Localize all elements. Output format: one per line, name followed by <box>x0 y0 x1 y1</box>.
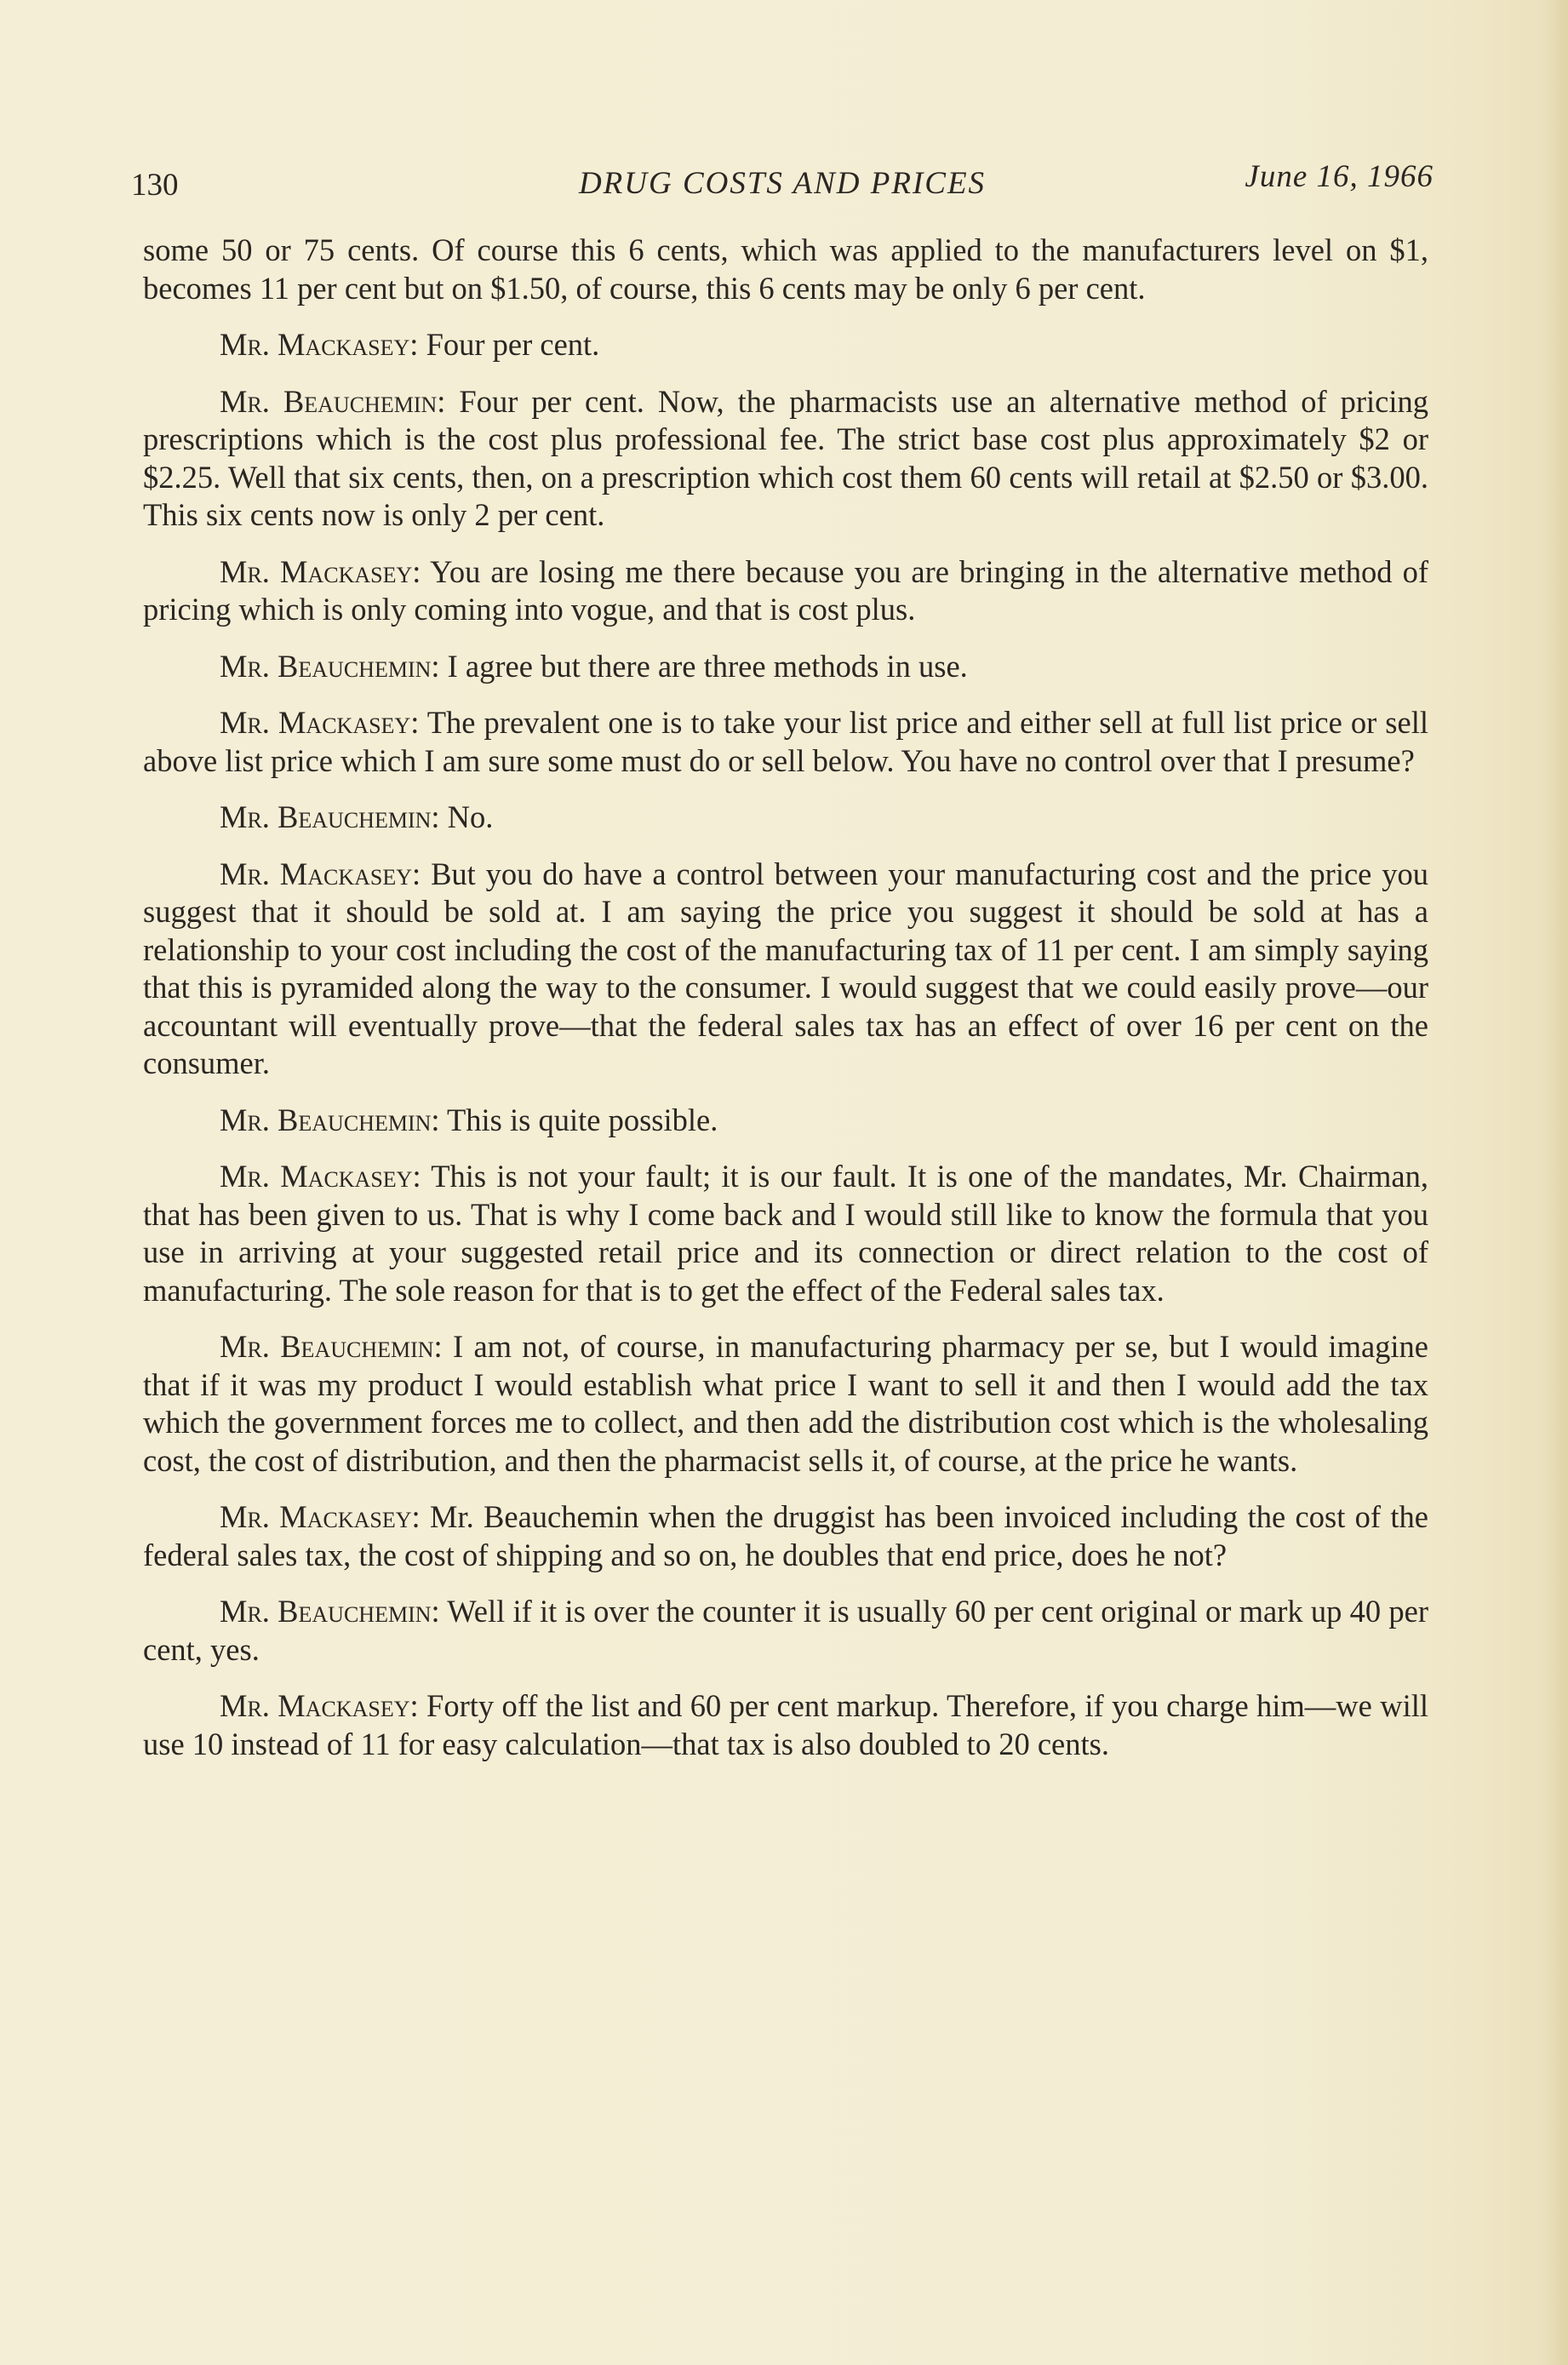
paragraph-text: Forty off the list and 60 per cent markup. Therefore, if you charge him—we will use 10 instead of 11 for easy calculation—that tax is also doubled to 20 cents. <box>143 1688 1429 1761</box>
paragraph-text: Four per cent. Now, the pharmacists use an alternative method of pricing prescriptions which is the cost plus professional fee. The strict base cost plus approximately $2 or $2.25. Well that six cents, then, on a prescription which cost them 60 cents will retail at $2.50 or $3.00. This six cents now is only 2 per cent. <box>143 383 1429 532</box>
paragraph <box>143 1593 1428 1669</box>
paragraph-text: You are losing me there because you are bringing in the alternative method of pricing which is only coming into vogue, and that is cost plus. <box>143 553 1428 627</box>
speaker-label: Mr. Mackasey: <box>220 705 420 740</box>
paragraph <box>143 648 1428 686</box>
paragraph <box>143 1687 1428 1763</box>
speaker-label: Mr. Mackasey: <box>220 553 421 589</box>
paragraph-text: No. <box>447 799 494 834</box>
paragraph <box>143 1158 1428 1309</box>
paragraph <box>143 1102 1428 1140</box>
speaker-label: Mr. Beauchemin: <box>220 1329 443 1364</box>
paragraph <box>143 856 1428 1083</box>
page-edge-shadow <box>1542 0 1568 2365</box>
header-date: June 16, 1966 <box>1245 159 1434 194</box>
paragraph <box>143 553 1428 629</box>
speaker-label: Mr. Mackasey: <box>220 1499 421 1534</box>
paragraph-text: some 50 or 75 cents. Of course this 6 cents, which was applied to the manufacturers level on $1, becomes 11 per cent but on $1.50, of course, this 6 cents may be only 6 per cent. <box>143 232 1428 306</box>
paragraph-text: Four per cent. <box>426 327 600 362</box>
paragraph <box>143 704 1428 780</box>
speaker-label: Mr. Mackasey: <box>220 1688 419 1723</box>
speaker-label: Mr. Beauchemin: <box>220 1102 440 1137</box>
speaker-label: Mr. Mackasey: <box>220 856 421 891</box>
speaker-label: Mr. Beauchemin: <box>220 383 446 419</box>
speaker-label: Mr. Mackasey: <box>220 327 419 362</box>
transcript-body <box>143 232 1428 1782</box>
paragraph <box>143 799 1428 837</box>
paragraph-text: But you do have a control between your manufacturing cost and the price you suggest that it should be sold at. I am saying the price you suggest it should be sold at has a relationship to your cost including the cost of the manufacturing tax of 11 per cent. I am simply saying that this is pyramided along the way to the consumer. I would suggest that we could easily prove—our accountant will eventually prove—that the federal sales tax has an effect of over 16 per cent on the consumer. <box>143 856 1428 1080</box>
paragraph-text: I am not, of course, in manufacturing pharmacy per se, but I would imagine that if it was my product I would establish what price I want to sell it and then I would add the tax which the government forces me to collect, and then add the distribution cost which is the wholesaling cost, the cost of distribution, and then the pharmacist sells it, of course, at the price he wants. <box>143 1329 1428 1478</box>
paragraph <box>143 1328 1428 1480</box>
paragraph-text: Well if it is over the counter it is usually 60 per cent original or mark up 40 per cent, yes. <box>143 1594 1428 1667</box>
speaker-label: Mr. Beauchemin: <box>220 648 440 684</box>
page-number: 130 <box>131 168 179 203</box>
speaker-label: Mr. Beauchemin: <box>220 799 440 834</box>
paragraph <box>143 326 1428 364</box>
paragraph <box>143 383 1428 535</box>
running-title: DRUG COSTS AND PRICES <box>578 166 987 201</box>
paragraph-text: This is not your fault; it is our fault. It is one of the mandates, Mr. Chairman, that has been given to us. That is why I come back and I would still like to know the formula that you use in arriving at your suggested retail price and its connection or direct relation to the cost of manufacturing. The sole reason for that is to get the effect of the Federal sales tax. <box>143 1159 1428 1308</box>
speaker-label: Mr. Mackasey: <box>220 1159 421 1194</box>
paragraph <box>143 232 1428 307</box>
speaker-label: Mr. Beauchemin: <box>220 1594 440 1629</box>
paragraph-text: The prevalent one is to take your list price and either sell at full list price or sell above list price which I am sure some must do or sell below. You have no control over that I presume? <box>143 705 1428 778</box>
page-header <box>131 152 1434 203</box>
paragraph-text: I agree but there are three methods in use. <box>447 648 968 684</box>
paragraph-text: Mr. Beauchemin when the druggist has been invoiced including the cost of the federal sales tax, the cost of shipping and so on, he doubles that end price, does he not? <box>143 1499 1429 1572</box>
paragraph-text: This is quite possible. <box>447 1102 718 1137</box>
paragraph <box>143 1498 1428 1574</box>
